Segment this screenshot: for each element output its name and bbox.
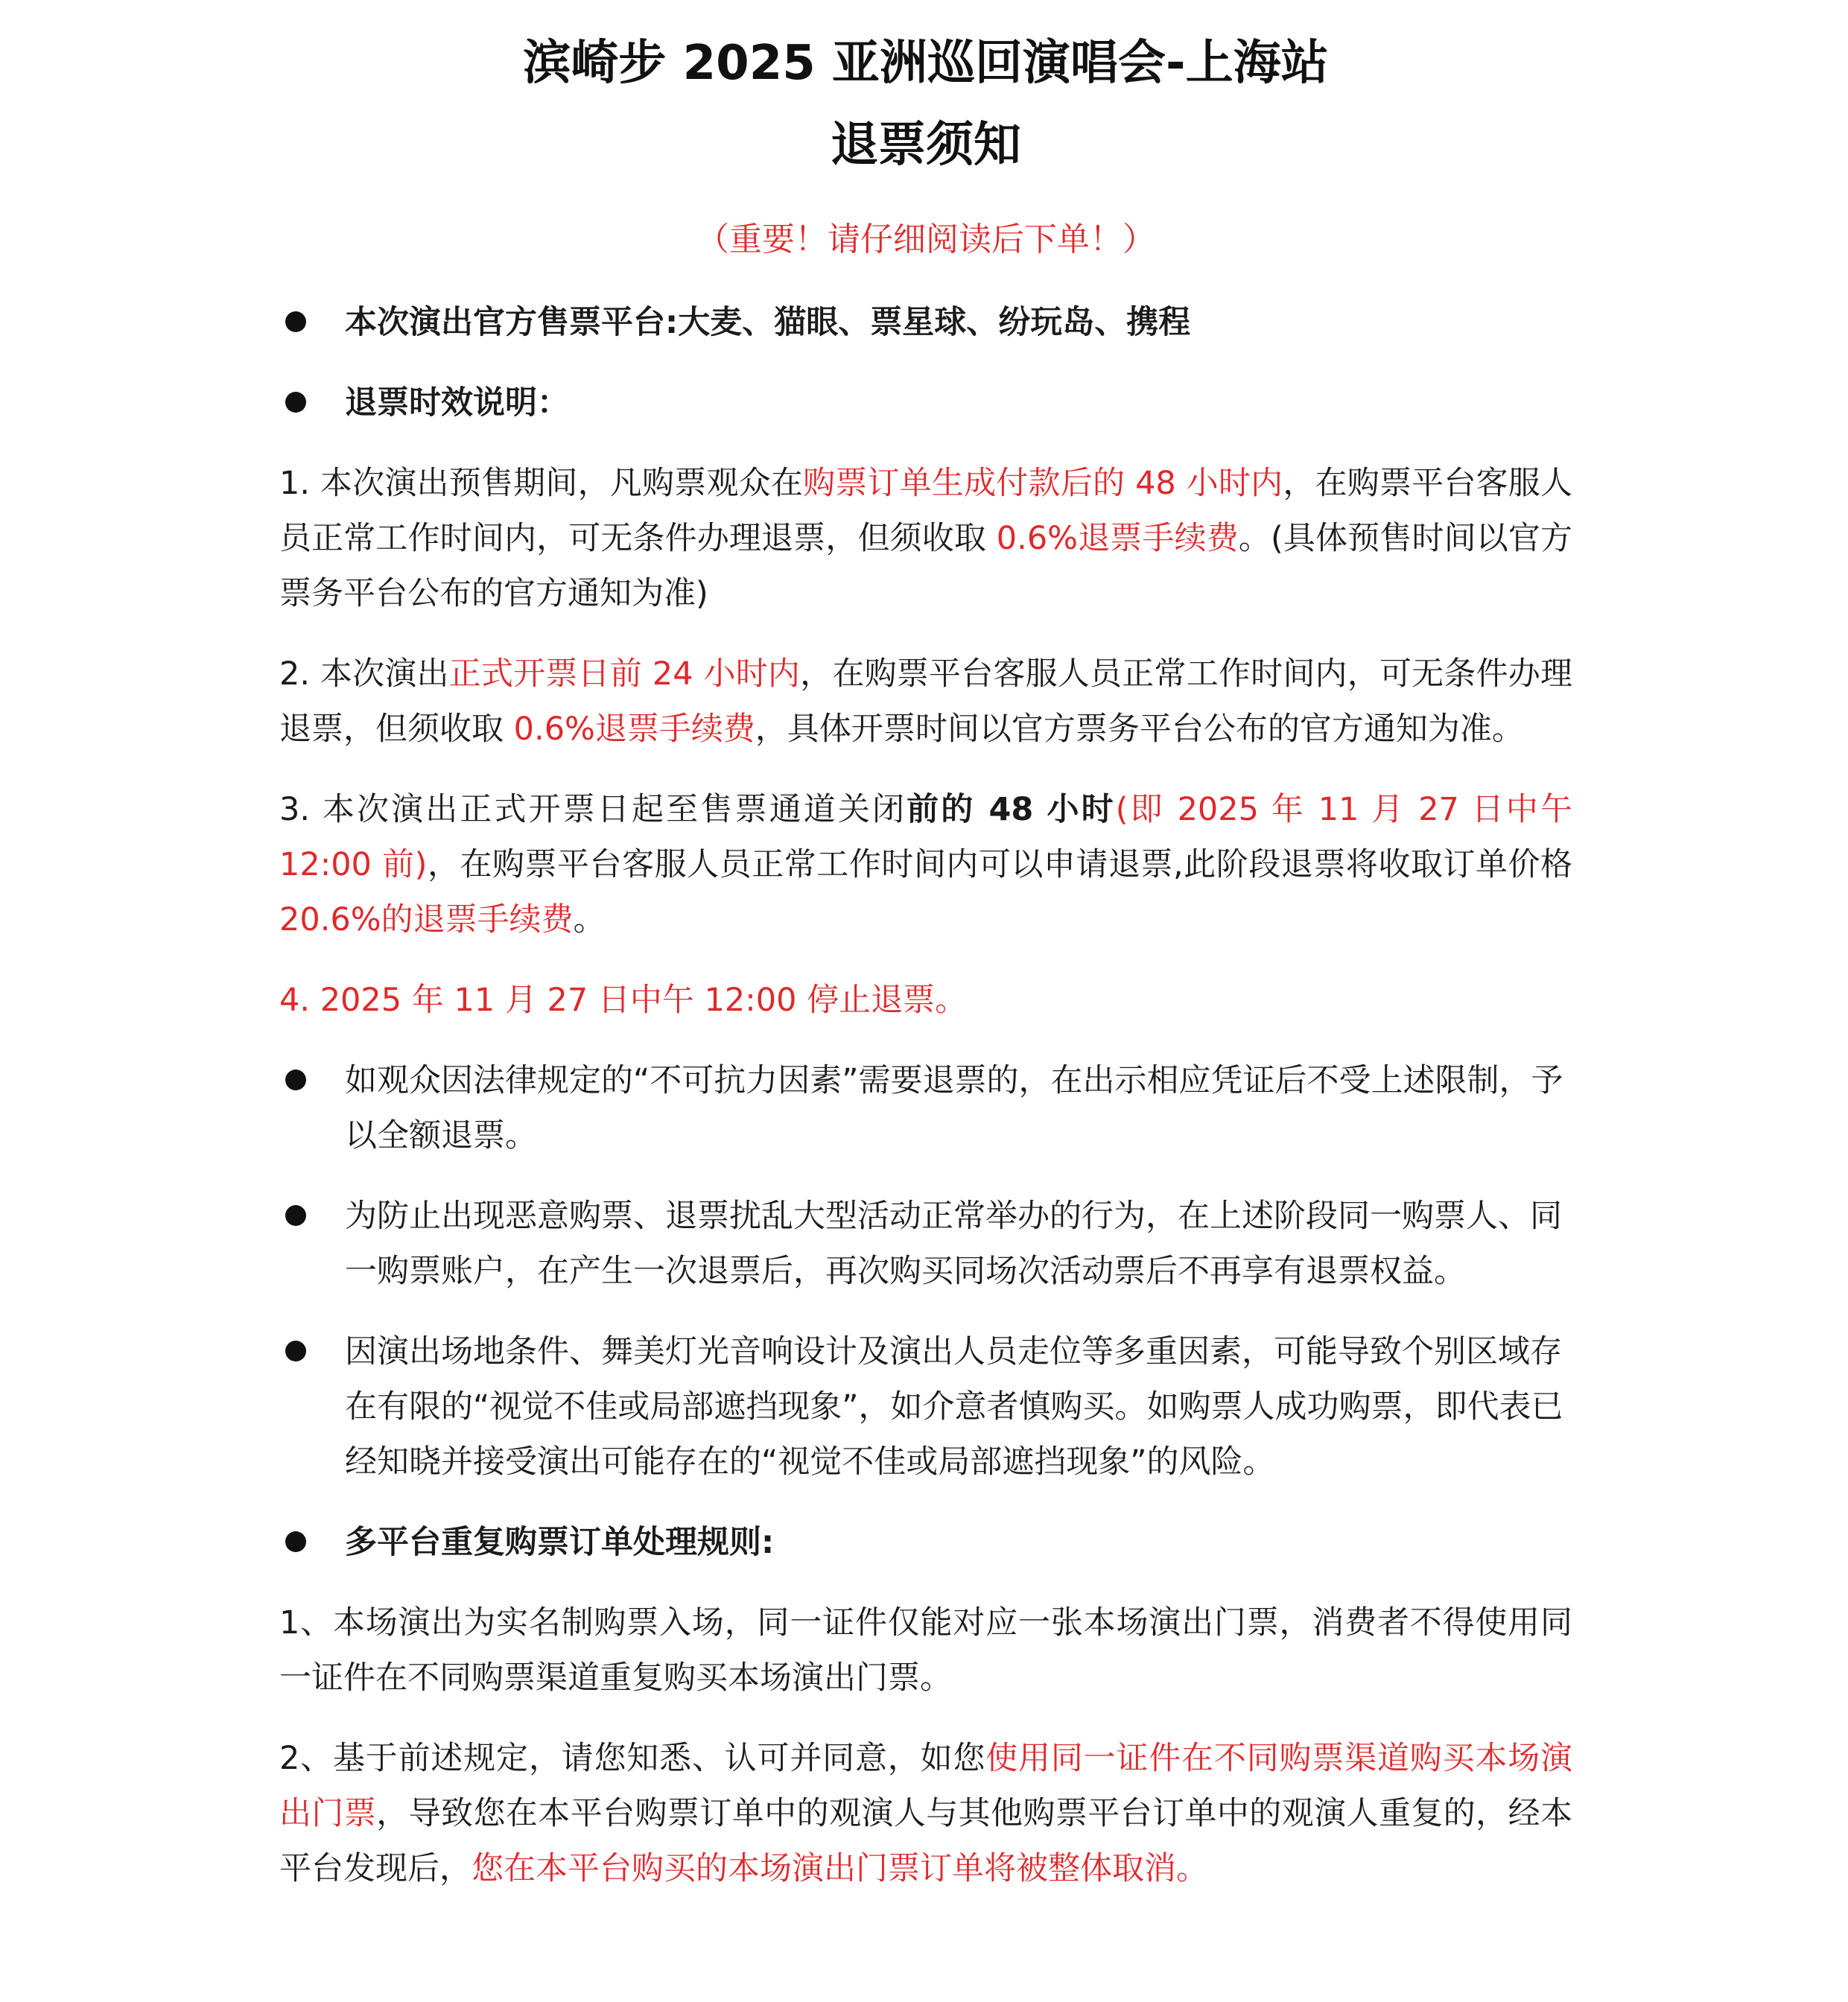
rule-1-highlight-window: 购票订单生成付款后的 48 小时内 (803, 465, 1283, 502)
important-notice: （重要！请仔细阅读后下单！） (696, 220, 1155, 258)
dup-2-highlight-consequence: 您在本平台购买的本场演出门票订单将被整体取消。 (471, 1850, 1208, 1887)
bullet-visibility (279, 1324, 1572, 1490)
timing-heading-text: 退票时效说明： (345, 384, 569, 422)
rule-3-highlight-fee: 20.6%的退票手续费 (279, 901, 574, 938)
rule-1-text-c: ，在购票平台客服人员正常工作时间内，可无条件办理退票，但须收取 (279, 465, 1573, 557)
bullet-duplicate-heading (279, 1515, 1572, 1570)
bullet-platforms (279, 295, 1572, 350)
page-title: 滨崎步 2025 亚洲巡回演唱会-上海站 (523, 36, 1329, 91)
bullet-force-majeure (279, 1053, 1572, 1163)
duplicate-rule-1: 1、本场演出为实名制购票入场，同一证件仅能对应一张本场演出门票，消费者不得使用同一证件在不同购票渠道重复购买本场演出门票。 (279, 1604, 1572, 1697)
bullet-icon (285, 392, 306, 413)
platforms-text: 本次演出官方售票平台:大麦、猫眼、票星球、纷玩岛、携程 (345, 304, 1191, 341)
duplicate-heading-text: 多平台重复购票订单处理规则: (345, 1524, 775, 1561)
rule-3-highlight-date: (即 2025 年 11 月 27 日中午 12:00 前) (279, 791, 1572, 883)
rule-2-text-a: 2. 本次演出 (279, 655, 449, 693)
rule-3-bold-window: 前的 48 小时 (906, 791, 1116, 828)
duplicate-rule-2 (279, 1731, 1572, 1896)
rule-1-text-a: 1. 本次演出预售期间，凡购票观众在 (279, 465, 804, 502)
visibility-text: 因演出场地条件、舞美灯光音响设计及演出人员走位等多重因素，可能导致个别区域存在有限的“视觉不佳或局部遮挡现象”，如介意者慎购买。如购票人成功购票，即代表已经知晓并接受演出可能存在的“视觉不佳或局部遮挡现象”的风险。 (345, 1333, 1563, 1481)
rule-1-highlight-fee: 0.6%退票手续费 (996, 520, 1239, 557)
refund-rule-2 (279, 646, 1572, 757)
force-majeure-text: 如观众因法律规定的“不可抗力因素”需要退票的，在出示相应凭证后不受上述限制，予以全额退票。 (345, 1062, 1563, 1154)
rule-3-text-a: 3. 本次演出正式开票日起至售票通道关闭 (279, 791, 907, 828)
refund-rule-3 (279, 782, 1572, 947)
refund-rule-1 (279, 456, 1572, 621)
bullet-anti-abuse (279, 1189, 1572, 1299)
dup-2-highlight-condition: 使用同一证件在不同购票渠道购买本场演出门票 (279, 1740, 1573, 1832)
dup-2-text-a: 2、基于前述规定，请您知悉、认可并同意，如您 (279, 1740, 986, 1777)
rule-2-highlight-window: 正式开票日前 24 小时内 (448, 655, 801, 693)
rule-3-text-d: ，在购票平台客服人员正常工作时间内可以申请退票,此阶段退票将收取订单价格 (427, 846, 1572, 883)
rule-1-text-e: 。(具体预售时间以官方票务平台公布的官方通知为准) (279, 520, 1572, 612)
refund-rule-4: 4. 2025 年 11 月 27 日中午 12:00 停止退票。 (279, 982, 968, 1019)
bullet-icon (285, 1205, 306, 1226)
bullet-icon (285, 1531, 306, 1552)
rule-3-text-f: 。 (573, 901, 606, 938)
bullet-icon (285, 1341, 306, 1361)
bullet-icon (285, 311, 306, 332)
bullet-timing-heading (279, 375, 1572, 430)
anti-abuse-text: 为防止出现恶意购票、退票扰乱大型活动正常举办的行为，在上述阶段同一购票人、同一购票账户，在产生一次退票后，再次购买同场次活动票后不再享有退票权益。 (345, 1198, 1562, 1290)
rule-2-text-e: ，具体开票时间以官方票务平台公布的官方通知为准。 (755, 711, 1524, 748)
page-subtitle: 退票须知 (831, 118, 1021, 173)
dup-2-text-c: ，导致您在本平台购票订单中的观演人与其他购票平台订单中的观演人重复的，经本平台发现后， (279, 1795, 1573, 1887)
bullet-icon (285, 1070, 306, 1090)
rule-2-highlight-fee: 0.6%退票手续费 (513, 711, 755, 748)
rule-2-text-c: ，在购票平台客服人员正常工作时间内，可无条件办理退票，但须收取 (279, 655, 1573, 748)
